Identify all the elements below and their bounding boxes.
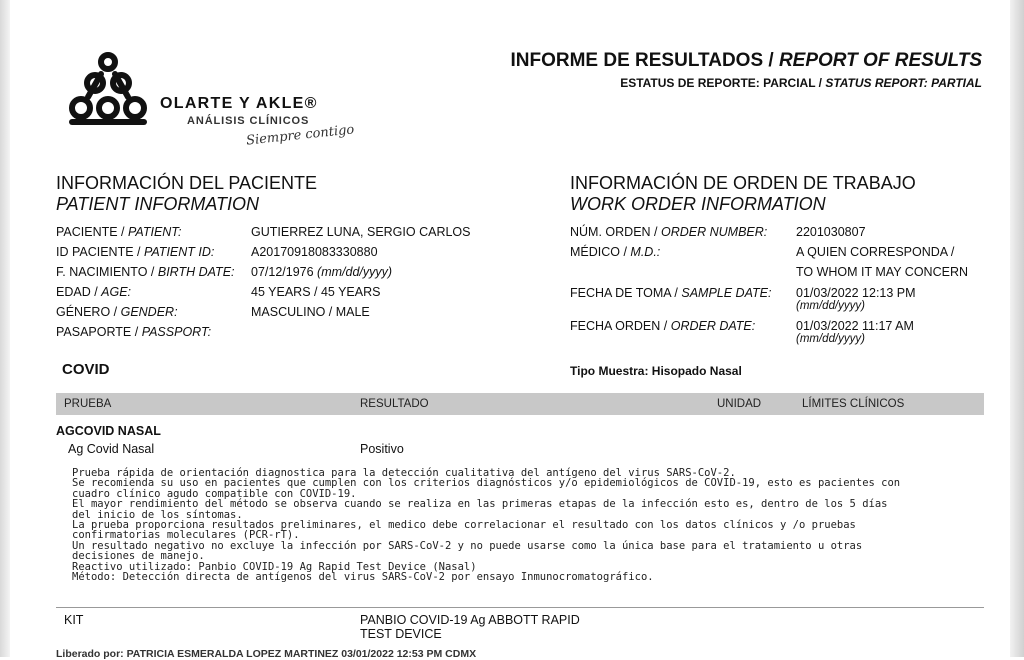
birth-date-label: F. NACIMIENTO / BIRTH DATE: xyxy=(56,265,235,279)
kit-value-line1: PANBIO COVID-19 Ag ABBOTT RAPID xyxy=(360,613,580,627)
kit-label: KIT xyxy=(64,613,84,627)
order-date-label: FECHA ORDEN / ORDER DATE: xyxy=(570,319,756,333)
patient-info-title-en: PATIENT INFORMATION xyxy=(56,194,259,214)
birth-date-value: 07/12/1976 (mm/dd/yyyy) xyxy=(251,265,393,279)
note-line: Prueba rápida de orientación diagnostica para la detección cualitativa del antígeno del virus SARS-CoV-2. xyxy=(72,467,736,479)
order-number-value: 2201030807 xyxy=(796,225,866,239)
brand-tagline: Siempre contigo xyxy=(245,122,355,149)
age-label: EDAD / AGE: xyxy=(56,285,132,299)
report-status xyxy=(620,76,982,90)
column-header-unit: UNIDAD xyxy=(717,398,762,410)
order-info-title-es: INFORMACIÓN DE ORDEN DE TRABAJO xyxy=(570,173,916,193)
column-header-result: RESULTADO xyxy=(360,398,429,410)
column-header-test: PRUEBA xyxy=(64,398,112,410)
report-title-en: REPORT OF RESULTS xyxy=(778,50,982,71)
order-number-label: NÚM. ORDEN / ORDER NUMBER: xyxy=(570,225,768,239)
brand-subtitle: ANÁLISIS CLÍNICOS xyxy=(187,115,310,127)
report-status-en: STATUS REPORT: PARTIAL xyxy=(825,76,982,90)
column-header-limits: LÍMITES CLÍNICOS xyxy=(802,398,905,410)
order-date-value: 01/03/2022 11:17 AM xyxy=(796,319,914,333)
doctor-value-line1: A QUIEN CORRESPONDA / xyxy=(796,245,955,259)
sample-type: Tipo Muestra: Hisopado Nasal xyxy=(570,364,742,378)
note-line: Método: Detección directa de antígenos del virus SARS-CoV-2 por ensayo Inmunocromatográfico. xyxy=(72,571,654,584)
patient-name-label: PACIENTE / PATIENT: xyxy=(56,225,182,239)
kit-divider xyxy=(56,607,984,608)
note-line: Un resultado negativo no excluye la infección por SARS-CoV-2 y no puede usarse como la única base para el tratamiento u otras xyxy=(72,539,863,552)
sample-date-format: (mm/dd/yyyy) xyxy=(796,300,865,312)
released-by-footer: Liberado por: PATRICIA ESMERALDA LOPEZ MARTINEZ 03/01/2022 12:53 PM CDMX xyxy=(56,648,477,660)
note-line: El mayor rendimiento del método se observa cuando se realiza en las primeras etapas de la infección esto es, dentro de los 5 días xyxy=(72,498,888,511)
note-line: Se recomienda su uso en pacientes que cumplen con los criterios diagnósticos y/o epidemiológicos de COVID-19, esto es pacientes con xyxy=(72,477,901,490)
passport-label: PASAPORTE / PASSPORT: xyxy=(56,325,212,339)
note-line: decisiones de manejo. xyxy=(72,550,205,563)
test-name: Ag Covid Nasal xyxy=(68,442,155,456)
patient-id-value: A20170918083330880 xyxy=(251,245,378,259)
note-line: del inicio de los síntomas. xyxy=(72,508,243,521)
note-line: cuadro clínico agudo compatible con COVID-19. xyxy=(72,487,357,500)
order-info-title xyxy=(570,173,916,215)
sample-date-label: FECHA DE TOMA / SAMPLE DATE: xyxy=(570,286,772,300)
section-title: COVID xyxy=(62,361,110,378)
patient-info-title-es: INFORMACIÓN DEL PACIENTE xyxy=(56,173,318,193)
page-edge-shadow-left xyxy=(0,0,10,657)
gender-label: GÉNERO / GENDER: xyxy=(56,305,178,319)
patient-name-value: GUTIERREZ LUNA, SERGIO CARLOS xyxy=(251,225,471,239)
report-title xyxy=(510,50,982,72)
order-date-format: (mm/dd/yyyy) xyxy=(796,333,865,345)
note-line: Reactivo utilizado: Panbio COVID-19 Ag Rapid Test Device (Nasal) xyxy=(72,560,477,573)
kit-value xyxy=(360,613,580,641)
page-edge-shadow-right xyxy=(1010,0,1024,657)
report-status-es: ESTATUS DE REPORTE: PARCIAL / xyxy=(620,76,826,90)
order-info-title-en: WORK ORDER INFORMATION xyxy=(570,194,826,214)
note-line: La prueba proporciona resultados preliminares, el medico debe correlacionar el resultado con los datos clínicos y /o pruebas xyxy=(72,519,856,532)
test-group-name: AGCOVID NASAL xyxy=(56,424,161,438)
note-line: confirmatorias moleculares (PCR-rT). xyxy=(72,529,300,542)
brand-name: OLARTE Y AKLE® xyxy=(160,95,318,112)
test-notes xyxy=(72,468,992,582)
report-title-es: INFORME DE RESULTADOS / xyxy=(510,50,779,71)
gender-value: MASCULINO / MALE xyxy=(251,305,370,319)
kit-value-line2: TEST DEVICE xyxy=(360,627,442,641)
patient-info-title xyxy=(56,173,317,215)
patient-id-label: ID PACIENTE / PATIENT ID: xyxy=(56,245,215,259)
age-value: 45 YEARS / 45 YEARS xyxy=(251,285,381,299)
olarte-akle-logo-icon xyxy=(68,52,148,126)
sample-date-value: 01/03/2022 12:13 PM xyxy=(796,286,916,300)
doctor-value-line2: TO WHOM IT MAY CONCERN xyxy=(796,265,968,279)
doctor-label: MÉDICO / M.D.: xyxy=(570,245,661,259)
test-result: Positivo xyxy=(360,442,404,456)
